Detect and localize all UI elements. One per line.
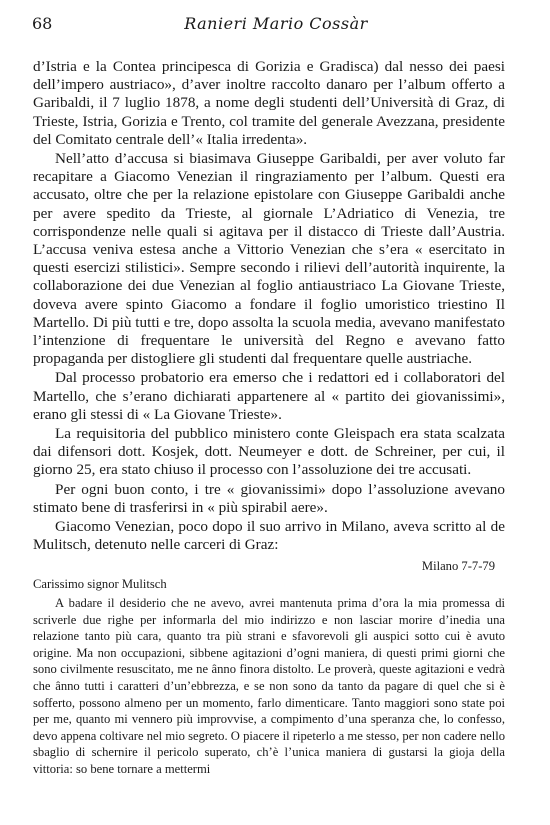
paragraph: Giacomo Venezian, poco dopo il suo arrivo in Milano, aveva scritto al de Mulitsch, detenuto nelle carceri di Graz: xyxy=(33,518,505,554)
letter-body: A badare il desiderio che ne avevo, avrei mantenuta prima d’ora la mia promessa di scriverle due righe per informarla del mio indirizzo e non lasciar morire d’inedia una relazione tanto più cara, quanto tra più strani e sfavorevoli gli auspici sotto cui è avuto origine. Ma non occupazioni, sibbene agitazioni d’ogni maniera, di questi primi giorni che sono civilmente resuscitato, me ne ânno finora distolto. Le proverà, queste agitazioni e vedrà che ânno tutti i caratteri d’un’ebbrezza, e se non sono da tanto da pagare di quel che si è sofferto, possono almeno per un momento, farlo dimenticare. Tanto maggiori sono state poi per me, quanto mi vennero più improvvise, a compimento d’una speranza che, lo confesso, devo appena coltivare nel mio segreto. O piacere il ripeterlo a me stesso, per non cadere nello sbaglio di schernire il pericolo superato, ch’è l’unica maniera di gustarsi la gioja della vittoria: so bene tornare a mettermi xyxy=(33,596,505,777)
body-text xyxy=(33,58,505,778)
page-header xyxy=(32,14,520,38)
paragraph: Per ogni buon conto, i tre « giovanissimi» dopo l’assoluzione avevano stimato bene di trasferirsi in « più spirabil aere». xyxy=(33,480,505,516)
running-title: Ranieri Mario Cossàr xyxy=(184,14,368,33)
paragraph: Dal processo probatorio era emerso che i redattori ed i collaboratori del Martello, che s’erano dichiarati appartenere al « partito dei giovanissimi», erano gli stessi di « La Giovane Trieste». xyxy=(33,369,505,423)
letter-date: Milano 7-7-79 xyxy=(421,559,495,574)
paragraph: La requisitoria del pubblico ministero conte Gleispach era stata scalzata dai difensori dott. Kosjek, dott. Neumeyer e dott. de Schreiner, per cui, il giorno 25, era stato chiuso il processo con l’assoluzione dei tre accusati. xyxy=(33,425,505,479)
paragraph: d’Istria e la Contea principesca di Gorizia e Gradisca) dal nesso dei paesi dell’impero austriaco», d’aver inoltre raccolto danaro per l’album offerto a Garibaldi, il 7 luglio 1878, a nome degli studenti dell’Università di Graz, di Trieste, Istria, Gorizia e Trento, col tramite del generale Avezzana, presidente del Comitato centrale dell’« Italia irredenta». xyxy=(33,58,505,148)
paragraph: Nell’atto d’accusa si biasimava Giuseppe Garibaldi, per aver voluto far recapitare a Giacomo Venezian il ringraziamento per l’album. Questi era accusato, oltre che per la relazione epistolare con Giuseppe Garibaldi anche per avere spedito da Trieste, al giornale L’Adriatico di Venezia, tre corrispondenze nelle quali si agitava per il distacco di Trieste dall’Austria. L’accusa veniva estesa anche a Vittorio Venezian che s’era « esercitato in questi esercizi stilistici». Sempre secondo i rilievi dell’autorità inquirente, la collaborazione dei due Venezian al foglio antiaustriaco La Giovane Trieste, doveva avere spinto Giacomo a fondare il foglio umoristico triestino Il Martello. Di più tutti e tre, dopo assolta la scuola media, avevano manifestato l’intenzione di frequentare le università del Regno e avevano fatto propaganda per distogliere gli studenti dal frequentare quelle austriache. xyxy=(33,150,505,368)
page-number: 68 xyxy=(32,14,53,33)
letter-salutation: Carissimo signor Mulitsch xyxy=(33,577,167,592)
